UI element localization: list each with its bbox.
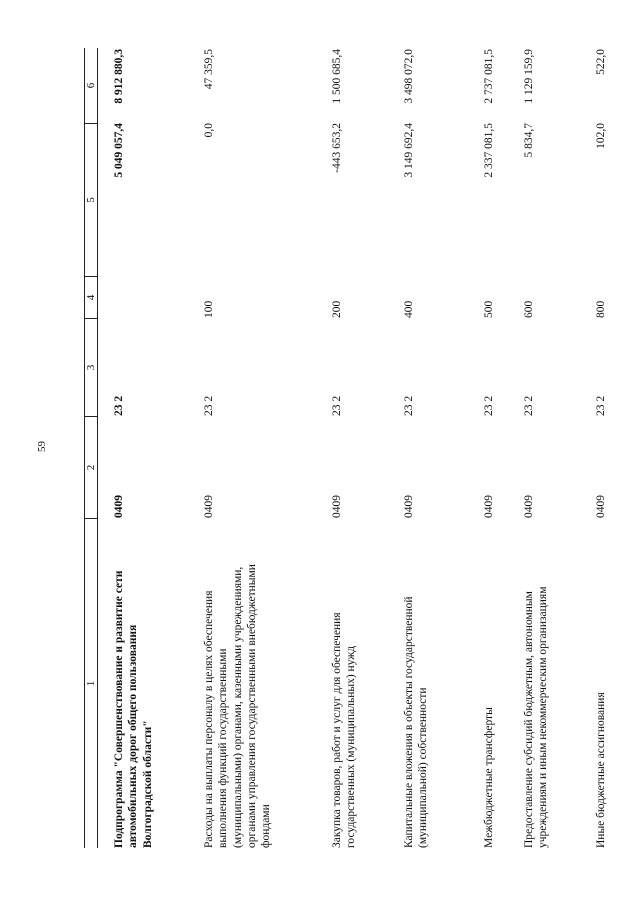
row-name: Закупка товаров, работ и услуг для обеспечения государственных (муниципальных) нужд	[331, 612, 358, 848]
row-name: Межбюджетные трансферты	[483, 707, 495, 848]
amount-col5: 2 337 081,5	[483, 123, 495, 178]
row-name: Подпрограмма "Совершенствование и развитие сети автомобильных дорог общего пользования Волгоградской области"	[113, 570, 154, 848]
row-name: Капитальные вложения в объекты государственной (муниципальной) собственности	[403, 596, 430, 848]
target-article: 23 2	[331, 395, 343, 416]
amount-col6: 8 912 880,3	[113, 49, 125, 104]
row-name: Предоставление субсидий бюджетным, автономным учреждениям и иным некоммерческим организациям	[523, 586, 550, 848]
section-code: 0409	[331, 495, 343, 518]
target-article: 23 2	[523, 395, 535, 416]
amount-col6: 3 498 072,0	[403, 49, 415, 104]
expense-type: 500	[483, 300, 495, 318]
section-code: 0409	[523, 495, 535, 518]
amount-col6: 1 500 685,4	[331, 49, 343, 104]
expense-type: 600	[523, 300, 535, 318]
amount-col5: 0,0	[203, 123, 215, 138]
target-article: 23 2	[403, 395, 415, 416]
amount-col6: 47 359,5	[203, 49, 215, 90]
target-article: 23 2	[203, 395, 215, 416]
expense-type: 200	[331, 300, 343, 318]
budget-table	[84, 48, 614, 848]
amount-col5: 3 149 692,4	[403, 123, 415, 178]
column-header-5: 5	[84, 123, 98, 276]
row-name: Иные бюджетные ассигнования	[595, 692, 607, 848]
amount-col5: -443 653,2	[331, 123, 343, 173]
section-code: 0409	[403, 495, 415, 518]
target-article: 23 2	[483, 395, 495, 416]
target-article: 23 2	[113, 395, 125, 416]
expense-type: 800	[595, 300, 607, 318]
amount-col5: 102,0	[595, 123, 607, 149]
column-header-2: 2	[84, 416, 98, 518]
amount-col6: 522,0	[595, 49, 607, 75]
section-code: 0409	[113, 495, 125, 518]
column-header-4: 4	[84, 276, 98, 318]
amount-col6: 1 129 159,9	[523, 49, 535, 104]
amount-col5: 5 834,7	[523, 123, 535, 158]
expense-type: 100	[203, 300, 215, 318]
amount-col6: 2 737 081,5	[483, 49, 495, 104]
section-code: 0409	[595, 495, 607, 518]
row-name: Расходы на выплаты персоналу в целях обеспечения выполнения функций государственными (муниципальными) органами, казенными учреждениями, органами управления государственными внебюджетными фондами	[203, 564, 273, 848]
expense-type: 400	[403, 300, 415, 318]
column-header-6: 6	[84, 48, 98, 123]
amount-col5: 5 049 057,4	[113, 123, 125, 178]
section-code: 0409	[483, 495, 495, 518]
column-header-1: 1	[84, 518, 98, 848]
page-number: 59	[36, 441, 48, 452]
target-article: 23 2	[595, 395, 607, 416]
section-code: 0409	[203, 495, 215, 518]
column-header-3: 3	[84, 318, 98, 416]
